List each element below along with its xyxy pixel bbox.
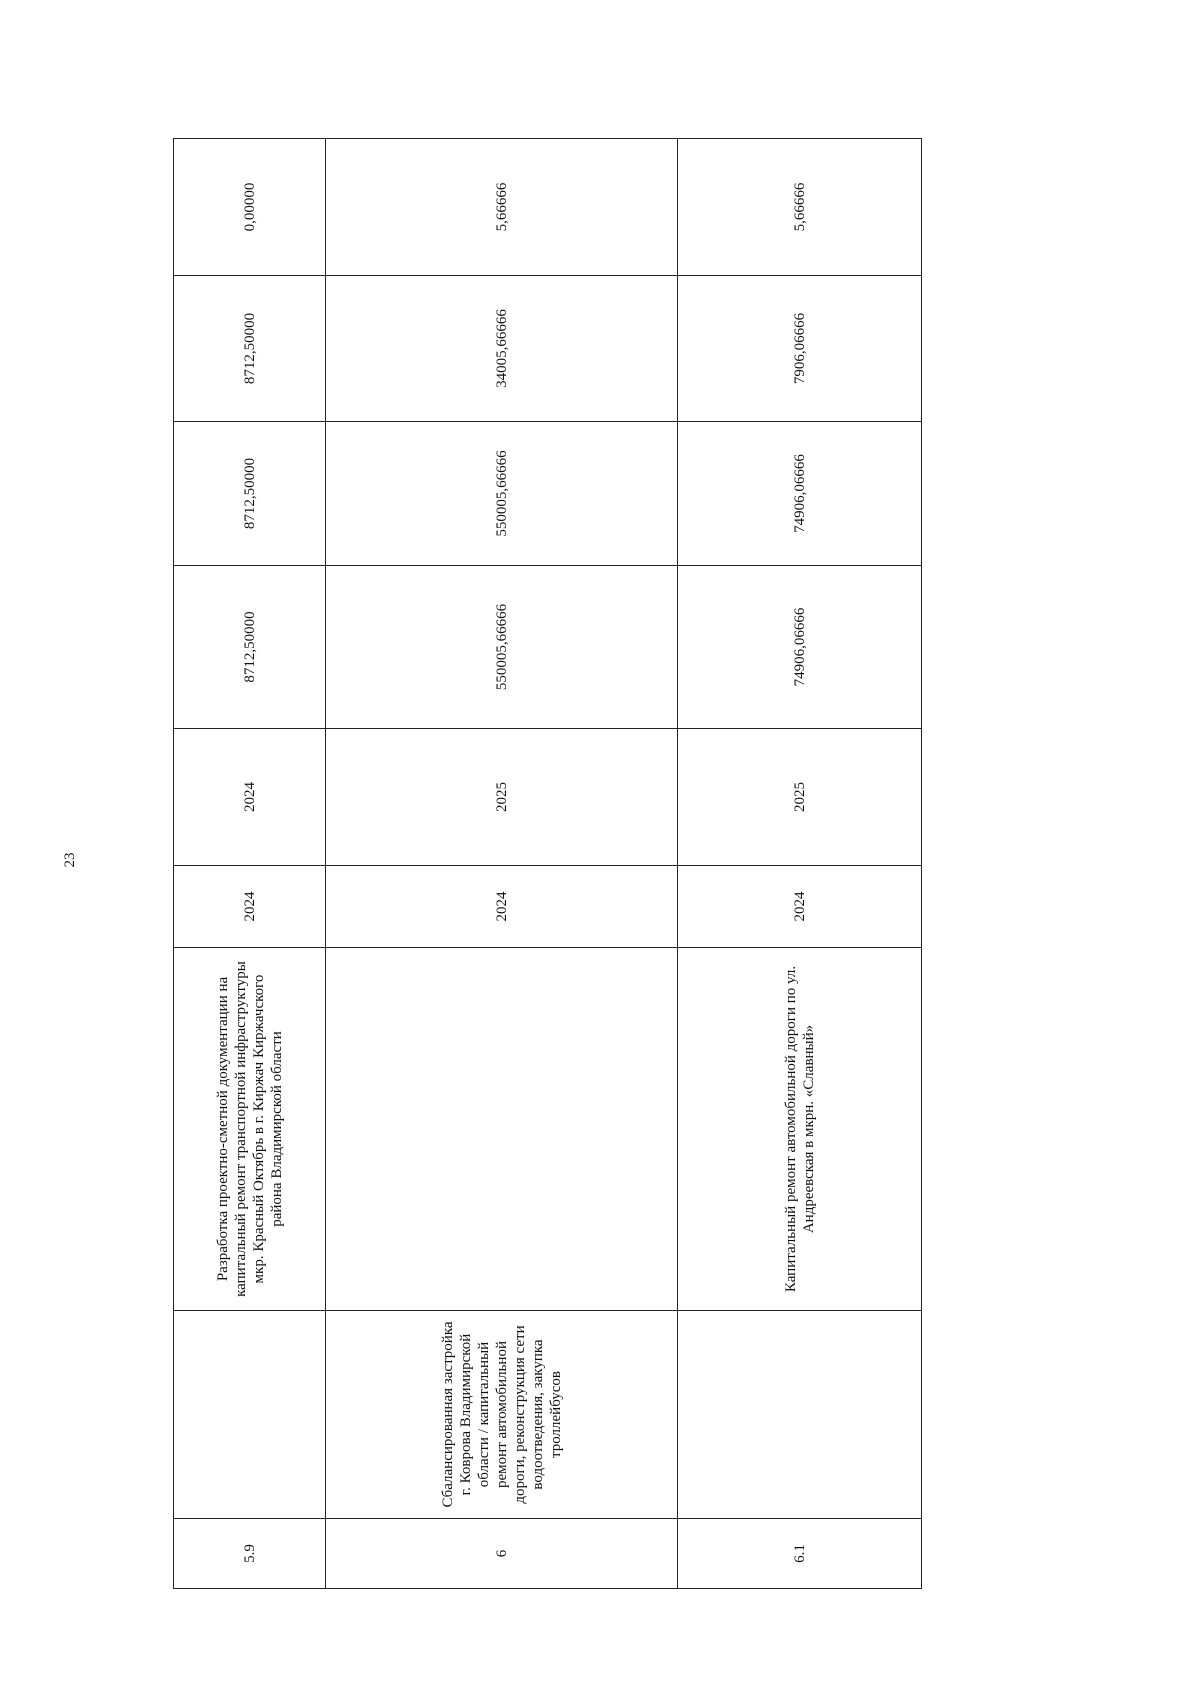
- work-description-cell: Капитальный ремонт автомобильной дороги по ул. Андреевская в мкрн. «Славный»: [678, 948, 922, 1311]
- table-rotation-inner: [173, 139, 921, 1589]
- object-cell: [678, 1311, 922, 1519]
- amount-cell: 5,66666: [326, 139, 678, 276]
- amount-cell: 74906,06666: [678, 566, 922, 729]
- table-row: [678, 139, 922, 1589]
- end-year-cell: 2025: [678, 729, 922, 866]
- row-number-cell: 6: [326, 1519, 678, 1589]
- amount-cell: 8712,50000: [174, 422, 326, 566]
- budget-table: [173, 138, 922, 1589]
- start-year-cell: 2024: [678, 866, 922, 948]
- table-row: [174, 139, 326, 1589]
- amount-cell: 7906,06666: [678, 276, 922, 422]
- work-description-cell: Разработка проектно-сметной документации на капитальный ремонт транспортной инфраструктуры мкр. Красный Октябрь в г. Киржач Киржачского района Владимирской области: [174, 948, 326, 1311]
- amount-cell: 8712,50000: [174, 276, 326, 422]
- end-year-cell: 2025: [326, 729, 678, 866]
- work-description-cell: [326, 948, 678, 1311]
- amount-cell: 34005,66666: [326, 276, 678, 422]
- amount-cell: 550005,66666: [326, 422, 678, 566]
- object-cell: Сбалансированная застройка г. Коврова Владимирской области / капитальный ремонт автомобильной дороги, реконструкция сети водоотведения, закупка троллейбусов: [326, 1311, 678, 1519]
- amount-cell: 550005,66666: [326, 566, 678, 729]
- start-year-cell: 2024: [326, 866, 678, 948]
- start-year-cell: 2024: [174, 866, 326, 948]
- row-number-cell: 6.1: [678, 1519, 922, 1589]
- amount-cell: 5,66666: [678, 139, 922, 276]
- table-row: [326, 139, 678, 1589]
- amount-cell: 0,00000: [174, 139, 326, 276]
- amount-cell: 74906,06666: [678, 422, 922, 566]
- row-number-cell: 5.9: [174, 1519, 326, 1589]
- page-number: 23: [62, 852, 78, 868]
- table-rotated-wrapper: [173, 139, 921, 1589]
- object-cell: [174, 1311, 326, 1519]
- amount-cell: 8712,50000: [174, 566, 326, 729]
- end-year-cell: 2024: [174, 729, 326, 866]
